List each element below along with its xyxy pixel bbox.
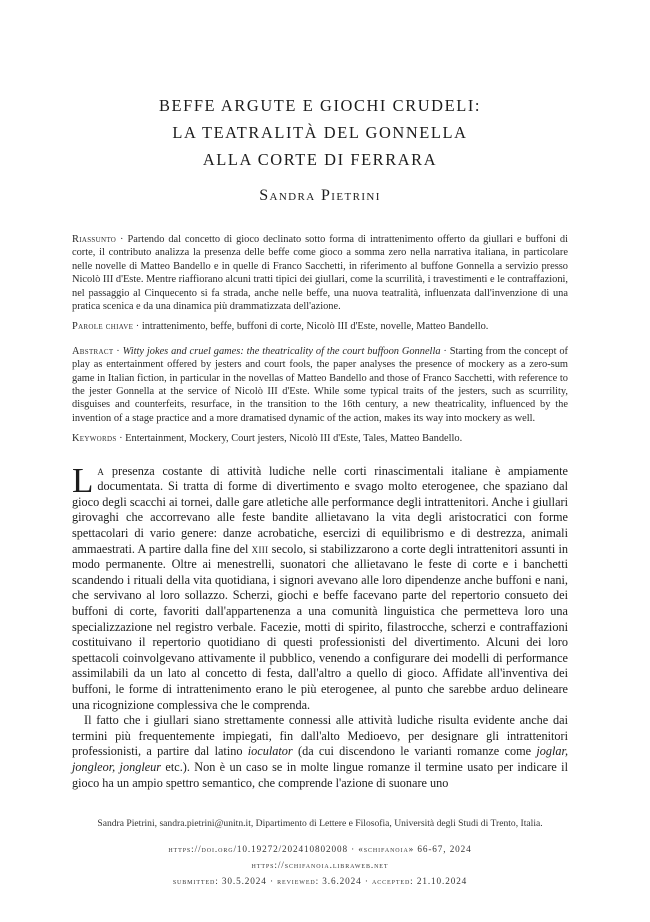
p2-text-2: (da cui discendono le varianti romanze come: [292, 744, 537, 759]
keywords-label: Keywords: [72, 433, 117, 445]
p2-text-1: Il fatto che i giullari siano strettamente connessi alle attività ludiche risulta evidente anche dai termini più frequentemente impiegati, fin dall'alto Medioevo, per designare gli intrattenitori professionisti, a partire dal latino: [72, 713, 568, 759]
title-line-1: BEFFE ARGUTE E GIOCHI CRUDELI:: [158, 96, 482, 115]
parole-chiave-label: Parole chiave: [72, 321, 134, 333]
abstract-separator-2: ·: [440, 345, 450, 357]
parole-chiave-text: intrattenimento, beffe, buffoni di corte, Nicolò III d'Este, novelle, Matteo Bandello.: [141, 321, 489, 333]
p2-text-3: etc.). Non è un caso se in molte lingue romanze il termine usato per indicare il gioco ha un ampio spettro semantico, che comprende l'azione di suonare uno: [72, 759, 568, 790]
journal-url: https://schifanoia.libraweb.net: [251, 860, 389, 870]
p2-term-variants: joglar, jongleor, jongleur: [72, 744, 569, 774]
riassunto-paragraph: [72, 233, 568, 313]
page-footer: [72, 818, 568, 889]
doi-line: https://doi.org/10.19272/202410802008 · «schifanoia» 66-67, 2024: [168, 844, 472, 854]
paper-title: [72, 0, 568, 173]
body-paragraph-1: [72, 460, 568, 714]
drop-cap: L: [72, 460, 94, 500]
parole-chiave-separator: ·: [133, 321, 142, 333]
body-paragraph-2: [72, 713, 568, 791]
abstract-title: Witty jokes and cruel games: the theatricality of the court buffoon Gonnella: [122, 345, 441, 357]
p1-text-1: presenza costante di attività ludiche nelle corti rinascimentali italiane è ampiamente documentata. Si tratta di forme di divertimento e svago molto eterogenee, che spaziano dal gioco degli scacchi ai tornei, dalle gare atletiche alle performance degli intrattenitori. Anche i giullari girovaghi che accorrevano alle feste bandite allietavano la vita degli aristocratici con forme spettacolari di vario genere: danze acrobatiche, esercizi di equilibrismo e di destrezza, animali ammaestrati. A partire dalla fine del: [72, 463, 568, 556]
first-word-tail: a: [97, 463, 105, 478]
author-name: Sandra Pietrini: [259, 187, 381, 204]
abstract-separator: ·: [113, 345, 123, 357]
parole-chiave-paragraph: [72, 320, 568, 333]
riassunto-separator: ·: [116, 234, 128, 245]
keywords-separator: ·: [116, 433, 126, 445]
p2-term-ioculator: ioculator: [247, 744, 293, 759]
review-dates: submitted: 30.5.2024 · reviewed: 3.6.2024 · accepted: 21.10.2024: [172, 876, 468, 886]
title-line-3: ALLA CORTE DI FERRARA: [202, 150, 438, 169]
author-affiliation: Sandra Pietrini, sandra.pietrini@unitn.it, Dipartimento di Lettere e Filosofia, Università degli Studi di Trento, Italia.: [97, 818, 543, 829]
abstract-text: Starting from the concept of play as entertainment offered by jesters and court fools, the paper analyses the presence of mockery as a zero-sum game in Italian fiction, in particular in the novellas of Matteo Bandello and those of Franco Sacchetti, with reference to the jester Gonnella at the service of Nicolò III d'Este. While some typical traits of the jesters, such as scurrility, disguises and counterfeits, resurface, in the transition to the 16th century, a new theatricality, influenced by the invention of a stage practice and a more dramatised dynamic of the action, makes its way into mockery as well.: [72, 345, 569, 424]
keywords-text: Entertainment, Mockery, Court jesters, Nicolò III d'Este, Tales, Matteo Bandello.: [125, 433, 463, 445]
riassunto-label: Riassunto: [72, 234, 117, 245]
p1-text-2: secolo, si stabilizzarono a corte degli intrattenitori assunti in modo permanente. Oltre ai menestrelli, suonatori che allietavano le feste di corte e i banchetti scandendo i rituali della vita quotidiana, i signori avevano alle loro dipendenze anche buffoni e nani, che servivano al loro sollazzo. Scherzi, giochi e beffe facevano parte del repertorio consueto dei buffoni di corte, favoriti dall'appartenenza a una comunità linguistica che permetteva loro una specializzazione nel registro verbale. Facezie, motti di spirito, filastrocche, scherzi e contraffazioni costituivano il repertorio quotidiano di questi professionisti del divertimento. Alcuni dei loro spettacoli coinvolgevano attivamente il pubblico, venendo a configurare dei modelli di performance assimilabili da un lato al concetto di festa, dall'altro a quello di gioco. Affidate all'inventiva dei buffoni, le forme di intrattenimento erano le più eterogenee, al punto che sarebbe arduo delineare una ricognizione complessiva che le comprenda.: [72, 541, 568, 712]
riassunto-text: Partendo dal concetto di gioco declinato sotto forma di intrattenimento offerto da giullari e buffoni di corte, il contributo analizza la presenza delle beffe come gioco a somma zero nella narrativa italiana, in particolare nelle novelle di Matteo Bandello e in quelle di Franco Sacchetti, in riferimento al buffone Gonnella a servizio presso Nicolò III d'Este. Mentre riaffiorano alcuni tratti tipici dei giullari, come la scurrilità, i travestimenti e le contraffazioni, nel passaggio al Cinquecento si fa strada, anche nelle beffe, una nuova teatralità, influenzata dall'invenzione di una pratica scenica e da una dinamica più drammatizzata dell'azione.: [72, 234, 569, 313]
p1-century: xiii: [251, 541, 269, 556]
title-line-2: LA TEATRALITÀ DEL GONNELLA: [172, 123, 468, 142]
abstract-label: Abstract: [72, 345, 114, 357]
abstract-paragraph: [72, 345, 568, 425]
body-text: [72, 460, 569, 791]
keywords-paragraph: [72, 432, 568, 445]
abstract-block: [72, 233, 568, 446]
